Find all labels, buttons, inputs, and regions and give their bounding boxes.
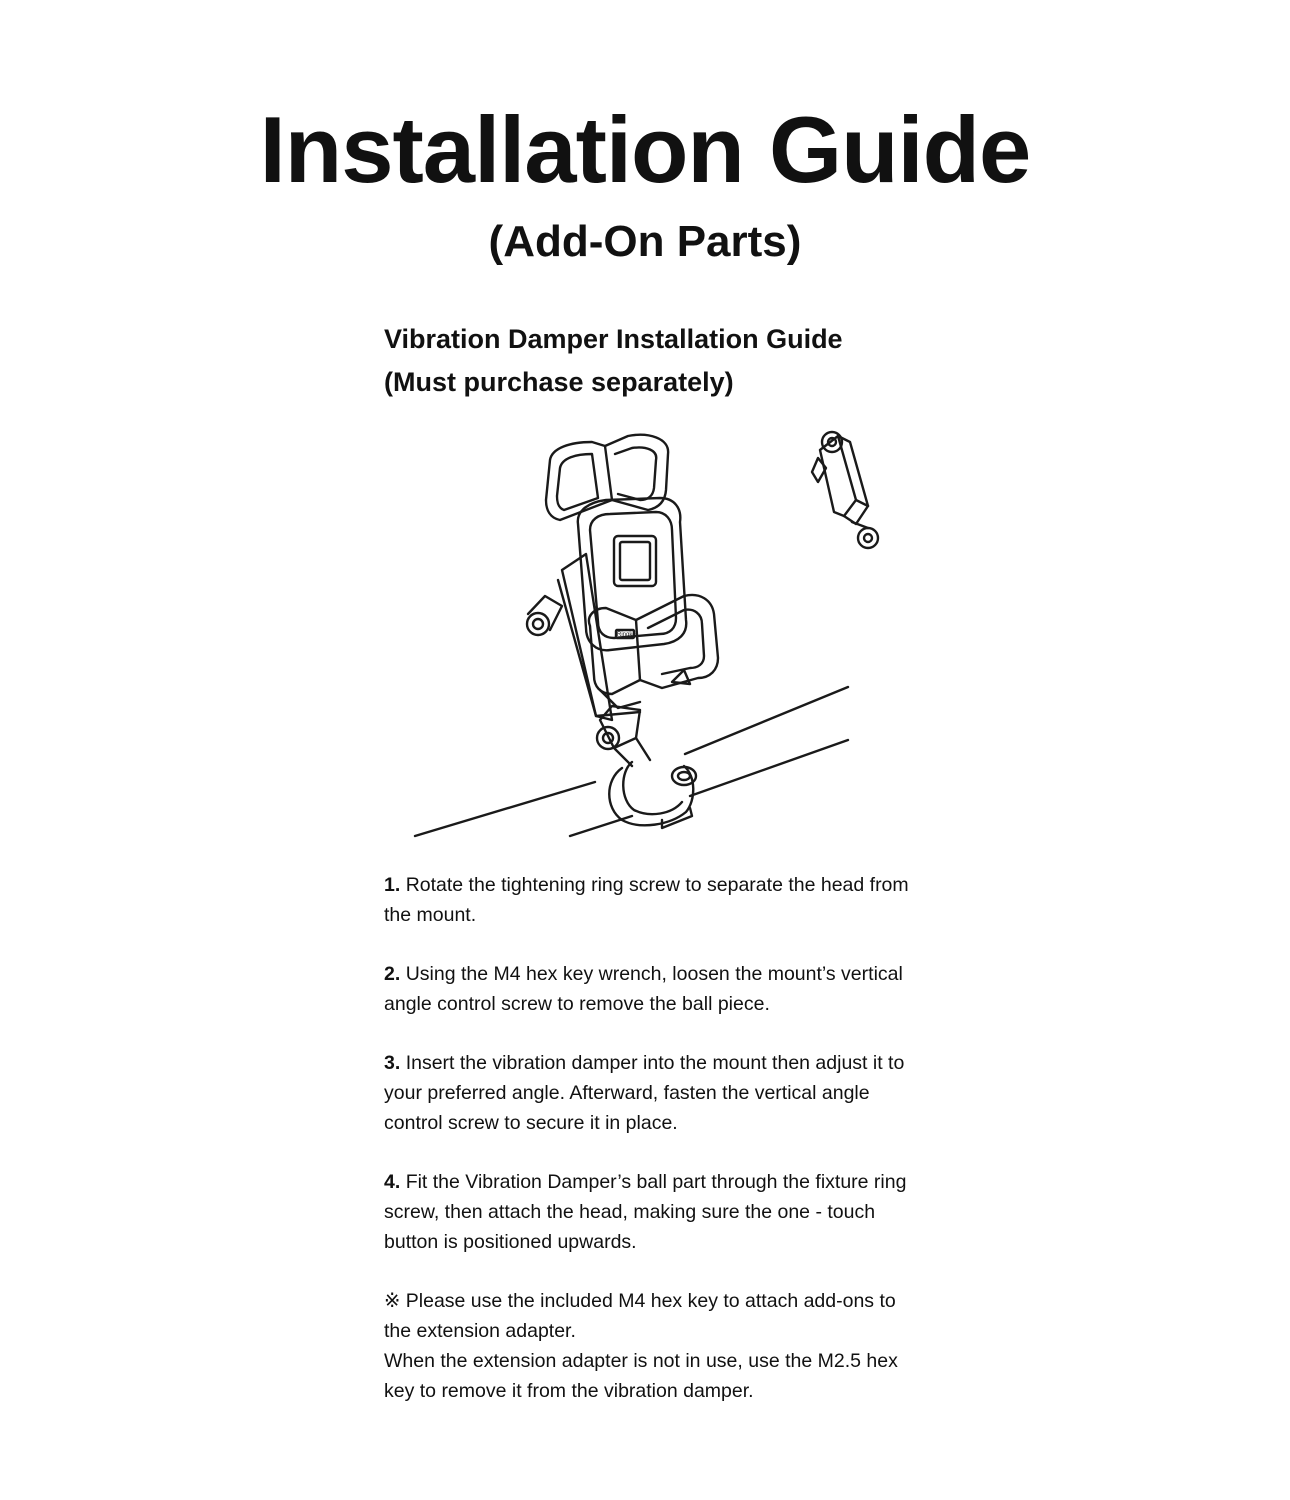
note-line-1: ※ Please use the included M4 hex key to attach add-ons to the extension adapter. xyxy=(384,1290,896,1342)
step-4-number: 4. xyxy=(384,1171,401,1193)
vibration-damper-part-drawing xyxy=(812,432,878,548)
step-2-number: 2. xyxy=(384,963,401,985)
note xyxy=(384,1286,924,1406)
note-line-2: When the extension adapter is not in use, use the M2.5 hex key to remove it from the vibration damper. xyxy=(384,1350,898,1402)
page-subtitle: (Add-On Parts) xyxy=(488,217,802,266)
side-knob-drawing xyxy=(527,596,562,635)
section-heading-line-1: Vibration Damper Installation Guide xyxy=(384,324,843,354)
page-title: Installation Guide xyxy=(259,97,1031,202)
instruction-steps xyxy=(384,870,924,1406)
phone-mount-illustration xyxy=(400,420,920,850)
step-2-text: Using the M4 hex key wrench, loosen the mount’s vertical angle control screw to remove the ball piece. xyxy=(384,963,903,1015)
step-4-text: Fit the Vibration Damper’s ball part through the fixture ring screw, then attach the head, making sure the one - touch button is positioned upwards. xyxy=(384,1171,907,1253)
step-1 xyxy=(384,870,924,930)
step-1-text: Rotate the tightening ring screw to separate the head from the mount. xyxy=(384,874,909,926)
step-3 xyxy=(384,1048,924,1138)
section-heading xyxy=(384,318,944,404)
step-2 xyxy=(384,959,924,1019)
step-3-text: Insert the vibration damper into the mount then adjust it to your preferred angle. Afterward, fasten the vertical angle control screw to secure it in place. xyxy=(384,1052,905,1134)
phone-holder-drawing xyxy=(546,435,718,720)
step-1-number: 1. xyxy=(384,874,401,896)
step-4 xyxy=(384,1167,924,1257)
brand-mark: Ringke xyxy=(617,632,636,638)
step-3-number: 3. xyxy=(384,1052,401,1074)
section-heading-line-2: (Must purchase separately) xyxy=(384,367,734,397)
